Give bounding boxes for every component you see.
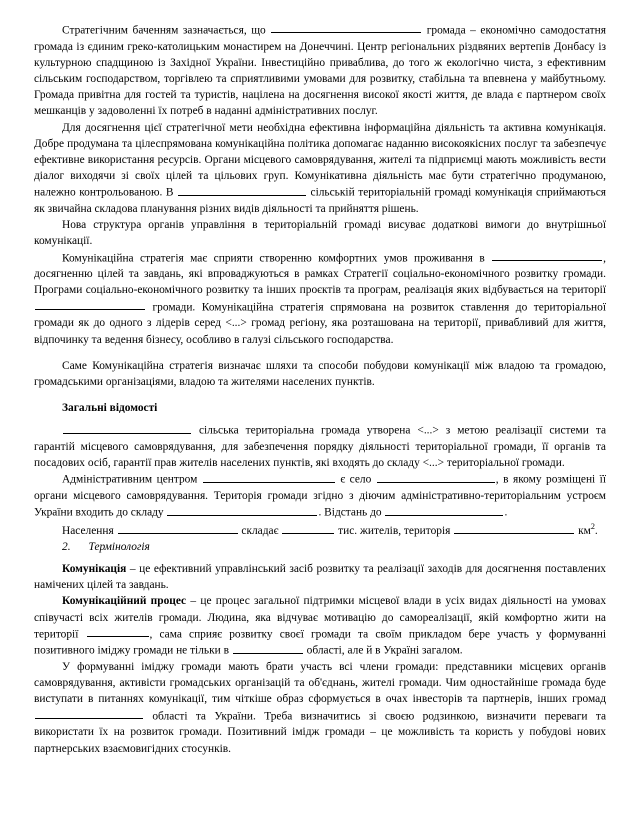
fill-blank xyxy=(492,250,602,261)
para-general-info-3 xyxy=(34,521,606,539)
text-run: Стратегічним баченням зазначається, що xyxy=(62,24,271,37)
text-run: складає xyxy=(238,524,282,537)
text-run: Адміністративним центром xyxy=(62,473,202,486)
general-info-paragraphs xyxy=(34,422,606,539)
text-run: – це процес загальної підтримки місцевої влади в усіх видах діяльності на умовах співучасті всіх жителів громади. Людина, яка відчуває мотивацію до самореалізації, якій комфортно жити на території xyxy=(34,595,607,641)
heading-title: Термінологія xyxy=(88,540,150,553)
text-run: Комунікаційна стратегія має сприяти створенню комфортних умов проживання в xyxy=(62,252,492,265)
fill-blank xyxy=(87,626,149,637)
para-strategic-vision xyxy=(34,22,606,120)
text-run: У формуванні іміджу громади мають брати участь всі члени громади: представники місцевих органів самоврядування, активісти громадських організацій та об'єднань, жителі громади. Чим одностайніше громада буде виступати в питаннях комунікації, тим чіткіше образ сформується в очах інвесторів та партнерів, інших громад xyxy=(34,661,606,706)
fill-blank xyxy=(233,642,303,653)
text-run: Саме Комунікаційна стратегія визначає шляхи та способи побудови комунікації між владою та громадою, громадськими організаціями, владою та жителями населених пунктів. xyxy=(34,359,606,388)
fill-blank xyxy=(203,471,335,482)
text-run: області та України. Треба визначитись зі своєю родзинкою, визначити переваги та використати їх на розвиток громади. Позитивний імідж громади – це можливість та користь у побудові нових партнерських взаємовигідних стосунків. xyxy=(34,710,606,755)
text-run: , в якому розміщені її органи місцевого самоврядування. Територія громади згідно з діючим адміністративно-територіальним устроєм України входить до складу xyxy=(34,473,607,519)
para-communication-policy xyxy=(34,120,606,218)
text-run: . xyxy=(504,506,508,519)
fill-blank xyxy=(35,708,143,719)
text-run: є село xyxy=(335,473,376,486)
text-run: громади. Комунікаційна стратегія спрямована на розвиток ставлення до територіальної громади як до одного з лідерів серед <...> громад регіону, яка розташована на території, привабливий для життя, відпочинку та ведення бізнесу, особливо в галузі сільського господарства. xyxy=(34,301,606,346)
fill-blank xyxy=(118,522,238,533)
fill-blank xyxy=(63,422,191,433)
fill-blank xyxy=(454,522,574,533)
term-communication xyxy=(34,561,606,593)
text-run: тис. жителів, територія xyxy=(335,524,454,537)
text-run: сільській територіальній громаді комунікація сприймаються як звичайна складова планування різних видів діяльності та прийняття рішень. xyxy=(34,186,606,216)
fill-blank xyxy=(385,504,503,515)
section-heading-general-info: Загальні відомості xyxy=(62,402,158,415)
fill-blank xyxy=(282,522,334,533)
text-run: . xyxy=(594,524,598,537)
fill-blank xyxy=(178,184,306,195)
text-run: , сама сприяє розвитку своєї громади та своїм прикладом бере участь у формуванні позитивного іміджу громади не тільки в xyxy=(34,628,606,657)
fill-blank xyxy=(167,504,317,515)
para-image-formation xyxy=(34,659,606,757)
para-general-info-2 xyxy=(34,471,606,521)
text-run: . Відстань до xyxy=(318,506,385,519)
heading-number: 2. xyxy=(62,540,71,553)
intro-paragraphs xyxy=(34,22,606,390)
term-label: Комунікація xyxy=(62,563,127,575)
text-run: Для досягнення цієї стратегічної мети необхідна ефективна інформаційна діяльність та активна комунікація. Добре продумана та цілеспрямована комунікаційна політика допомагає наданню високоякісних послуг та забезпечує ефективне використання ресурсів. Органи місцевого самоврядування, жителі та підприємці мають можливість вести діалог виходячи зі своїх цілей та цільових груп. Комунікативна діяльність має бути стратегічно продуманою, належно контрольованою. В xyxy=(34,121,606,199)
fill-blank xyxy=(271,22,421,33)
fill-blank xyxy=(35,299,145,310)
para-strategy-defines xyxy=(34,358,606,390)
fill-blank xyxy=(377,471,495,482)
text-run: , досягненню цілей та завдань, які впроваджуються в рамках Стратегії соціально-економічного розвитку громади. Програми соціально-економічного розвитку та інших проєктів та програм, реалізація яких відбувається на території xyxy=(34,252,606,297)
text-run: Населення xyxy=(62,524,117,537)
para-general-info-1 xyxy=(34,422,606,471)
para-strategy-goals xyxy=(34,250,606,348)
text-run: км xyxy=(575,524,591,537)
text-run: області, але й в Україні загалом. xyxy=(303,644,463,657)
superscript-two: 2 xyxy=(590,521,595,531)
text-run: – це ефективний управлінський засіб розвитку та реалізації заходів для досягнення поставлених намічених цілей та завдань. xyxy=(34,563,606,592)
para-new-structure xyxy=(34,217,606,249)
term-communication-process xyxy=(34,593,606,659)
term-label: Комунікаційний процес xyxy=(62,595,187,608)
text-run: сільська територіальна громада утворена <...> з метою реалізації системи та гарантій місцевого самоврядування, для забезпечення порядку діяльності територіальної громади, її органів та посадових осіб, гарантії прав жителів населених пунктів, які входять до складу <...> територіальної громади. xyxy=(34,424,606,470)
numbered-heading-terminology xyxy=(34,539,606,555)
text-run: громада – економічно самодостатня громада із єдиним греко-католицьким монастирем на Донеччині. Центр регіональних різдвяних вертепів Донбасу із культурною спадщиною із Західної України. Інвестиційно приваблива, до того ж екологічно чиста, з ефективним сільським господарством, торгівлею та сприятливими умовами для розвитку, стабільна та впевнена у майбутньому. Громада привітна для гостей та туристів, націлена на досягнення високої якості життя, де влада є партнером своїх мешканців у задоволенні їх потреб в наданні адміністративних послуг. xyxy=(34,24,606,118)
terms-list xyxy=(34,561,606,757)
text-run: Нова структура органів управління в територіальній громаді висуває додаткові вимоги до внутрішньої комунікації. xyxy=(34,219,606,248)
